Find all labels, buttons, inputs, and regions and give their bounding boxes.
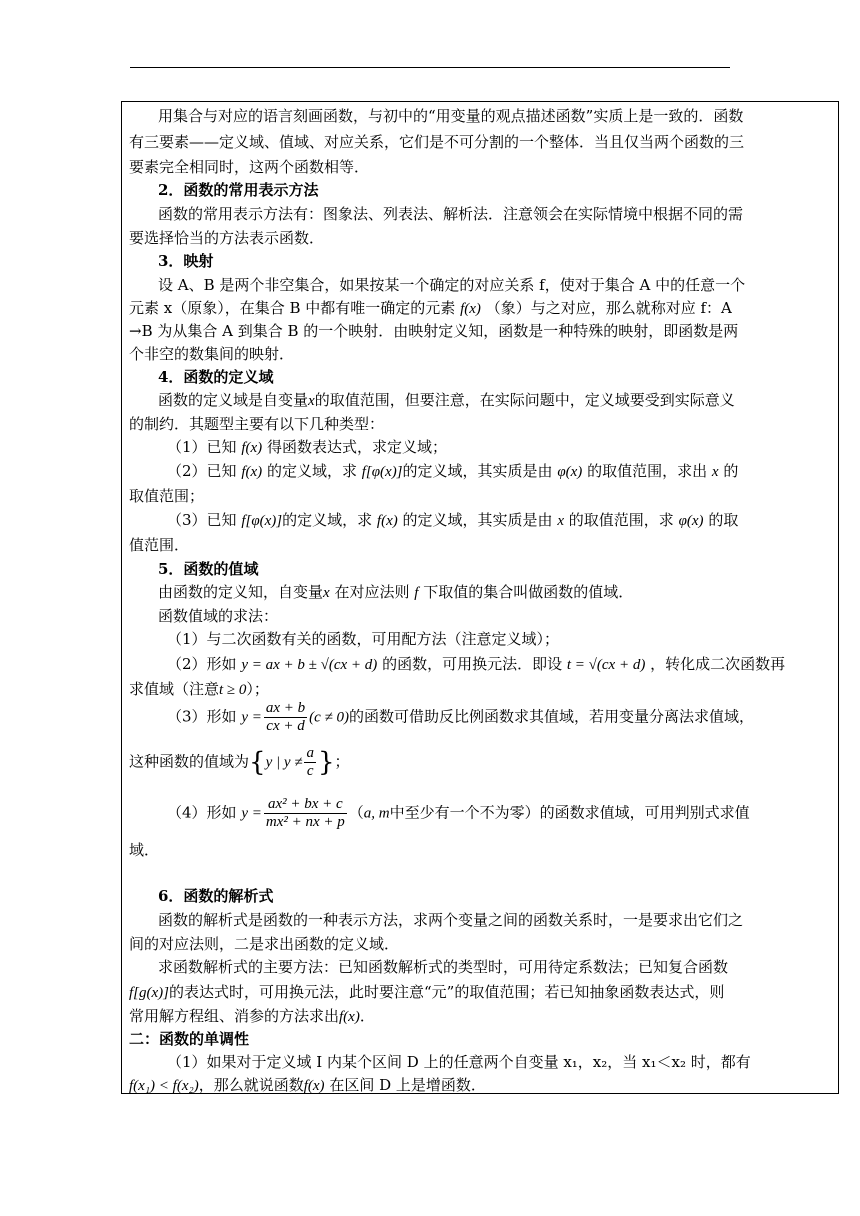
analytic-line-1: f[g(x)]的表达式时，可用换元法，此时要注意“元”的取值范围；若已知抽象函数表达式，则 bbox=[129, 983, 725, 1001]
text-line: 要选择恰当的方法表示函数． bbox=[129, 229, 325, 247]
range-case-4: （4）形如 y = $\frac{\text{ax² + bx + c}}{\text{mx² + nx + p}}$ （a, m中至少有一个不为零）的函数求值域，可用判别式求值 bbox=[167, 796, 750, 830]
header-rule bbox=[130, 67, 730, 68]
range-case-2: （2）形如 y = ax + b ± √(cx + d) 的函数，可用换元法．即设 t = √(cx + d) ，转化成二次函数再 bbox=[167, 655, 786, 673]
domain-case-3: （3）已知 f[φ(x)]的定义域，求 f(x) 的定义域，其实质是由 x 的取值范围，求 φ(x) 的取 bbox=[167, 511, 739, 529]
text-line: 值范围． bbox=[129, 536, 190, 554]
text-line: （1）如果对于定义域 I 内某个区间 D 上的任意两个自变量 x₁，x₂，当 x₁＜x₂ 时，都有 bbox=[167, 1053, 751, 1071]
section-heading: 二：函数的单调性 bbox=[129, 1030, 250, 1048]
range-case-2b: 求值域（注意t ≥ 0）； bbox=[129, 680, 269, 698]
text-line: 函数的解析式是函数的一种表示方法，求两个变量之间的函数关系时，一是要求出它们之 bbox=[158, 911, 744, 929]
mapping-line-2: 元素 x（原象），在集合 B 中都有唯一确定的元素 f(x) （象）与之对应，那么就称对应 f：A bbox=[129, 299, 732, 317]
fraction: $\frac{ax + b}{cx + d}$ bbox=[265, 700, 306, 734]
text-line: 函数的常用表示方法有：图象法、列表法、解析法．注意领会在实际情境中根据不同的需 bbox=[158, 205, 744, 223]
section-heading: 4．函数的定义域 bbox=[158, 368, 274, 386]
analytic-line-2: 常用解方程组、消参的方法求出f(x)． bbox=[129, 1007, 375, 1025]
range-case-3b: 这种函数的值域为{y | y ≠ $\frac{a}{c}$ }； bbox=[129, 745, 350, 779]
text-line: 设 A、B 是两个非空集合，如果按某一个确定的对应关系 f，使对于集合 A 中的任意一个 bbox=[158, 276, 746, 294]
fraction: $\frac{\text{ax² + bx + c}}{\text{mx² + nx + p}}$ bbox=[265, 796, 345, 830]
section-heading: 6．函数的解析式 bbox=[158, 887, 274, 905]
range-case-3: （3）形如 y = $\frac{ax + b}{cx + d}$ (c ≠ 0)的函数可借助反比例函数求其值域，若用变量分离法求值域， bbox=[167, 700, 755, 734]
domain-intro: 函数的定义域是自变量x的取值范围，但要注意，在实际问题中，定义域要受到实际意义 bbox=[158, 391, 735, 409]
text-line: 用集合与对应的语言刻画函数，与初中的“用变量的观点描述函数”实质上是一致的．函数 bbox=[158, 107, 744, 125]
section-heading: 5．函数的值域 bbox=[158, 560, 259, 578]
section-heading: 3．映射 bbox=[158, 252, 214, 270]
text-line: 函数值域的求法： bbox=[158, 607, 279, 625]
domain-case-2: （2）已知 f(x) 的定义域，求 f[φ(x)]的定义域，其实质是由 φ(x) 的取值范围，求出 x 的 bbox=[167, 462, 739, 480]
text-line: 的制约．其题型主要有以下几种类型： bbox=[129, 415, 385, 433]
range-intro: 由函数的定义知，自变量x 在对应法则 f 下取值的集合叫做函数的值域． bbox=[158, 583, 634, 601]
text-line: 个非空的数集间的映射． bbox=[129, 345, 295, 363]
text-line: 有三要素——定义域、值域、对应关系，它们是不可分割的一个整体．当且仅当两个函数的三 bbox=[129, 133, 745, 151]
section-heading: 2．函数的常用表示方法 bbox=[158, 181, 319, 199]
text-line: 要素完全相同时，这两个函数相等． bbox=[129, 158, 370, 176]
text-line: （1）与二次函数有关的函数，可用配方法（注意定义域）； bbox=[167, 630, 560, 648]
text-line: 取值范围； bbox=[129, 487, 205, 505]
text-line: 求函数解析式的主要方法：已知函数解析式的类型时，可用待定系数法；已知复合函数 bbox=[158, 958, 729, 976]
fraction: $\frac{a}{c}$ bbox=[306, 745, 314, 779]
monotonic-line-2: f(x₁) < f(x₂)，那么就说函数f(x) 在区间 D 上是增函数． bbox=[129, 1076, 486, 1094]
text-line: 间的对应法则，二是求出函数的定义域． bbox=[129, 935, 400, 953]
text-line: →B 为从集合 A 到集合 B 的一个映射．由映射定义知，函数是一种特殊的映射，即函数是两 bbox=[129, 322, 739, 340]
text-line: 域． bbox=[129, 841, 160, 859]
domain-case-1: （1）已知 f(x) 得函数表达式，求定义域； bbox=[167, 438, 447, 456]
